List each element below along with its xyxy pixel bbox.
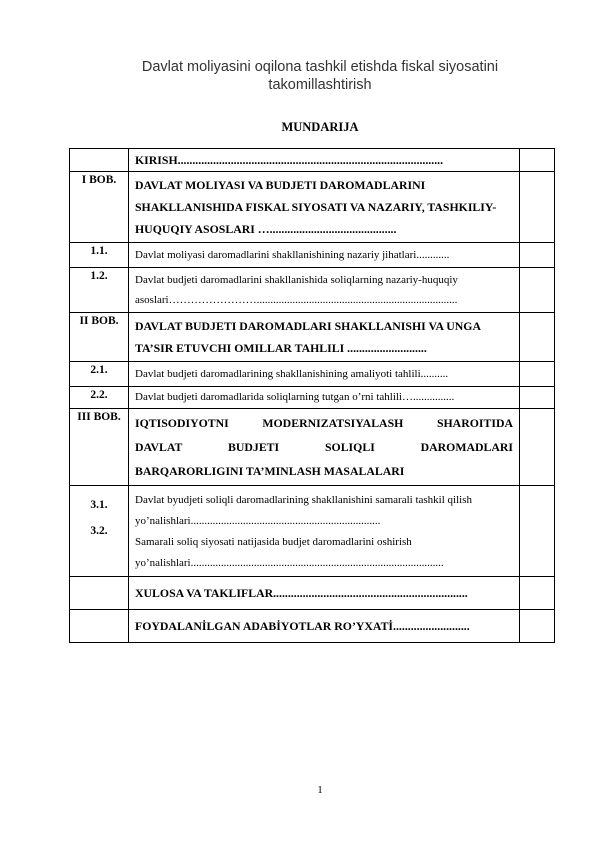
toc-number xyxy=(70,486,129,577)
toc-page-cell xyxy=(520,268,555,313)
toc-entry: FOYDALANİLGAN ADABİYOTLAR RO’YXATİ.......................... xyxy=(129,610,520,643)
toc-page-cell xyxy=(520,610,555,643)
toc-page-cell xyxy=(520,172,555,243)
toc-number-3-2: 3.2. xyxy=(90,525,108,537)
toc-entry: KIRISH.......................................................................................... xyxy=(129,149,520,172)
toc-row xyxy=(70,268,555,313)
toc-entry-3-1: Davlat byudjeti soliqli daromadlarining shakllanishini samarali tashkil qilish yo’nalishlari..................................................................... xyxy=(135,494,472,527)
toc-number: I BOB. xyxy=(70,172,129,243)
toc-row xyxy=(70,172,555,243)
toc-page-cell xyxy=(520,362,555,387)
toc-number: 2.1. xyxy=(70,362,129,387)
toc-number: 2.2. xyxy=(70,387,129,409)
toc-entry-line: IQTISODIYOTNI MODERNIZATSIYALASH SHAROITIDA xyxy=(135,416,513,430)
toc-number: II BOB. xyxy=(70,313,129,362)
toc-entry: DAVLAT BUDJETI DAROMADLARI SHAKLLANISHI VA UNGA TA’SIR ETUVCHI OMILLAR TAHLILI ........................... xyxy=(129,313,520,362)
toc-number: 1.2. xyxy=(70,268,129,313)
toc-entry-line: BARQARORLIGINI TA’MINLASH MASALALARI xyxy=(135,464,405,478)
toc-number: 1.1. xyxy=(70,243,129,268)
toc-entry: Davlat moliyasi daromadlarini shakllanishining nazariy jihatlari............ xyxy=(129,243,520,268)
toc-row xyxy=(70,243,555,268)
toc-entry: XULOSA VA TAKLIFLAR.................................................................. xyxy=(129,577,520,610)
toc-page-cell xyxy=(520,387,555,409)
toc-page-cell xyxy=(520,577,555,610)
toc-page-cell xyxy=(520,313,555,362)
toc-entry xyxy=(129,486,520,577)
toc-table xyxy=(69,148,555,643)
toc-page-cell xyxy=(520,409,555,486)
toc-number-3-1: 3.1. xyxy=(90,499,108,511)
toc-row xyxy=(70,362,555,387)
toc-page-cell xyxy=(520,149,555,172)
toc-entry: Davlat budjeti daromadlarida soliqlarning tutgan o’rni tahlili…............... xyxy=(129,387,520,409)
toc-number: III BOB. xyxy=(70,409,129,486)
toc-entry: Davlat budjeti daromadlarini shakllanishida soliqlarning nazariy-huquqiy asoslari……………………......................................................................... xyxy=(129,268,520,313)
toc-row xyxy=(70,313,555,362)
toc-page-cell xyxy=(520,243,555,268)
toc-row xyxy=(70,577,555,610)
page-number: 1 xyxy=(317,784,323,796)
toc-page-cell xyxy=(520,486,555,577)
toc-number xyxy=(70,149,129,172)
toc-row xyxy=(70,409,555,486)
toc-number xyxy=(70,577,129,610)
toc-row xyxy=(70,149,555,172)
toc-entry-line: DAVLAT BUDJETI SOLIQLI DAROMADLARI xyxy=(135,440,513,454)
toc-row xyxy=(70,486,555,577)
toc-entry: DAVLAT MOLIYASI VA BUDJETI DAROMADLARINI SHAKLLANISHIDA FISKAL SIYOSATI VA NAZARIY, TASHKILIY-HUQUQIY ASOSLARI …........................................... xyxy=(129,172,520,243)
toc-entry: Davlat budjeti daromadlarining shakllanishining amaliyoti tahlili.......... xyxy=(129,362,520,387)
toc-entry-3-2: Samarali soliq siyosati natijasida budjet daromadlarini oshirish yo’nalishlari............................................................................................ xyxy=(135,536,444,569)
toc-entry xyxy=(129,409,520,486)
document-title: Davlat moliyasini oqilona tashkil etishda fiskal siyosatini takomillashtirish xyxy=(141,59,499,93)
toc-heading: MUNDARIJA xyxy=(281,120,359,134)
toc-row xyxy=(70,610,555,643)
toc-row xyxy=(70,387,555,409)
toc-number xyxy=(70,610,129,643)
